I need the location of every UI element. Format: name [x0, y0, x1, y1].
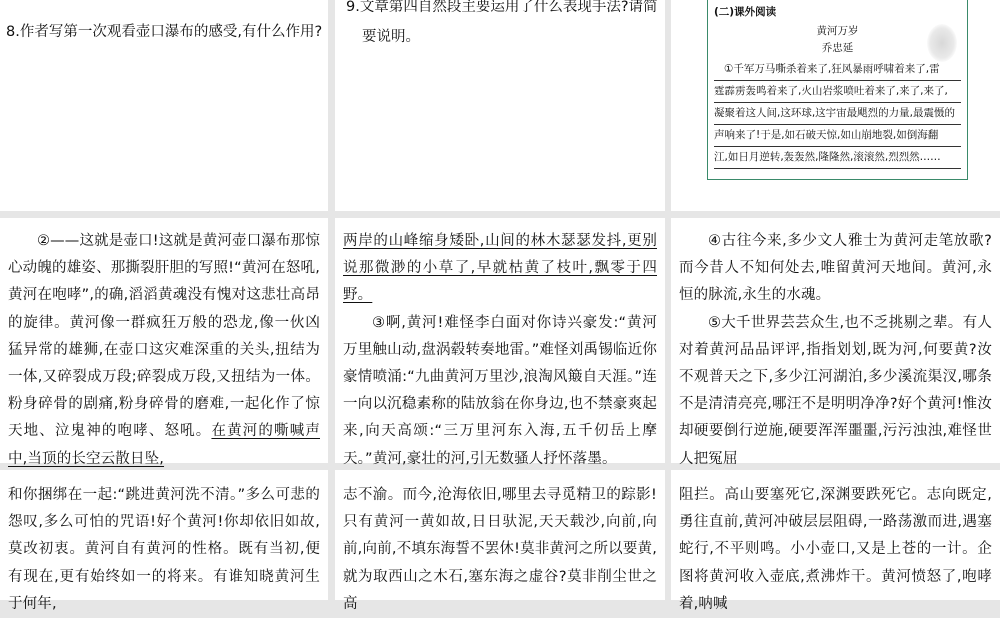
- paragraph-2-text: ②——这就是壶口!这就是黄河壶口瀑布那惊心动魄的雄姿、那撕裂肝胆的写照!“黄河在怒吼,黄河在咆哮”,的确,滔滔黄魂没有愧对这悲壮高昂的旋律。黄河像一群疯狂万般的恐龙,像一伙凶猛异常的雄狮,在壶口这灾难深重的关头,扭结为一体,又碎裂成万段;碎裂成万段,又扭结为一体。粉身碎骨的剧痛,粉身碎骨的磨难,一起化作了惊天地、泣鬼神的咆哮、怒吼。: [8, 233, 320, 440]
- excerpt-title: 黄河万岁: [816, 25, 859, 37]
- excerpt-section-label: (二)课外阅读: [714, 6, 777, 18]
- panel-paragraph-2: [0, 218, 328, 467]
- panel-paragraph-3: [335, 218, 665, 467]
- continued-text-3: 阻拦。高山要塞死它,深渊要跌死它。志向既定,勇往直前,黄河冲破层层阻碍,一路荡激而进,遇塞蛇行,不平则鸣。小小壶口,又是上苍的一计。企图将黄河收入壶底,煮沸炸干。黄河愤怒了,咆哮着,呐喊: [679, 487, 992, 612]
- excerpt-line: 江,如日月逆转,轰轰然,隆隆然,滚滚然,烈烈然……: [714, 147, 961, 169]
- panel-continued-2: [335, 470, 665, 612]
- panel-question-8: [0, 0, 328, 211]
- paragraph-2: [0, 218, 328, 473]
- paragraph-3-block: [335, 218, 665, 473]
- underlined-sentence: 在黄河的嘶喊声中,当顶的长空云散日坠,: [8, 423, 320, 467]
- paragraph-4-5-block: [671, 218, 1000, 473]
- seal-watermark-icon: [927, 24, 957, 62]
- paragraph-3: ③啊,黄河!难怪李白面对你诗兴豪发:“黄河万里触山动,盘涡毂转奏地雷。”难怪刘禹锡临近你豪情喷涌:“九曲黄河万里沙,浪淘风簸自天涯。”连一向以沉稳素称的陆放翁在你身边,也不禁豪爽起来,向天高颂:“三万里河东入海,五千仞岳上摩天。”黄河,豪壮的河,引无数骚人抒怀落墨。: [343, 314, 657, 467]
- question-9: [336, 0, 668, 52]
- excerpt-line: ①千军万马嘶杀着来了,狂风暴雨呼啸着来了,雷: [714, 59, 961, 81]
- excerpt-author: 乔忠延: [821, 42, 854, 54]
- excerpt-paragraph: [714, 59, 961, 169]
- excerpt-line: 声响来了!于是,如石破天惊,如山崩地裂,如倒海翻: [714, 125, 961, 147]
- continued-text-2: 志不渝。而今,沧海依旧,哪里去寻觅精卫的踪影!只有黄河一黄如故,日日驮泥,天天载沙,向前,向前,向前,不填东海誓不罢休!莫非黄河之所以要黄,就为取西山之木石,塞东海之虚谷?莫非削尘世之高: [343, 487, 657, 612]
- panel-continued-3: [671, 470, 1000, 612]
- question-8: 8.作者写第一次观看壶口瀑布的感受,有什么作用?: [6, 24, 323, 40]
- excerpt-line: 凝聚着这人间,这环球,这宇宙最飓烈的力量,最震慑的: [714, 103, 961, 125]
- excerpt-line: 霆霹雳轰鸣着来了,火山岩浆喷吐着来了,来了,来了,: [714, 81, 961, 103]
- panel-paragraph-4-5: [671, 218, 1000, 467]
- reading-excerpt-box: [707, 0, 968, 180]
- question-9-line-1: 9.文章第四自然段主要运用了什么表现手法?请简: [346, 0, 658, 15]
- paragraph-5: ⑤大千世界芸芸众生,也不乏挑剔之辈。有人对着黄河品品评评,指指划划,既为河,何要黄?汝不观普天之下,多少江河湖泊,多少溪流渠汊,哪条不是清清亮亮,哪汪不是明明净净?好个黄河!惟汝却硬要倒行逆施,硬要浑浑噩噩,污污浊浊,难怪世人把冤屈: [679, 314, 992, 467]
- paragraph-4: ④古往今来,多少文人雅士为黄河走笔放歌?而今昔人不知何处去,唯留黄河天地间。黄河,永恒的脉流,永生的水魂。: [679, 233, 992, 304]
- underlined-sentence: 两岸的山峰缩身矮卧,山间的林木瑟瑟发抖,更别说那微渺的小草了,早就枯黄了枝叶,飘零于四野。: [343, 233, 657, 304]
- panel-continued-1: [0, 470, 328, 612]
- continued-text-1: 和你捆绑在一起:“跳进黄河洗不清。”多么可悲的怨叹,多么可怕的咒语!好个黄河!你却依旧如故,莫改初衷。黄河自有黄河的性格。既有当初,便有现在,更有始终如一的将来。有谁知晓黄河生于何年,: [8, 487, 320, 612]
- question-9-line-2: 要说明。: [362, 29, 420, 45]
